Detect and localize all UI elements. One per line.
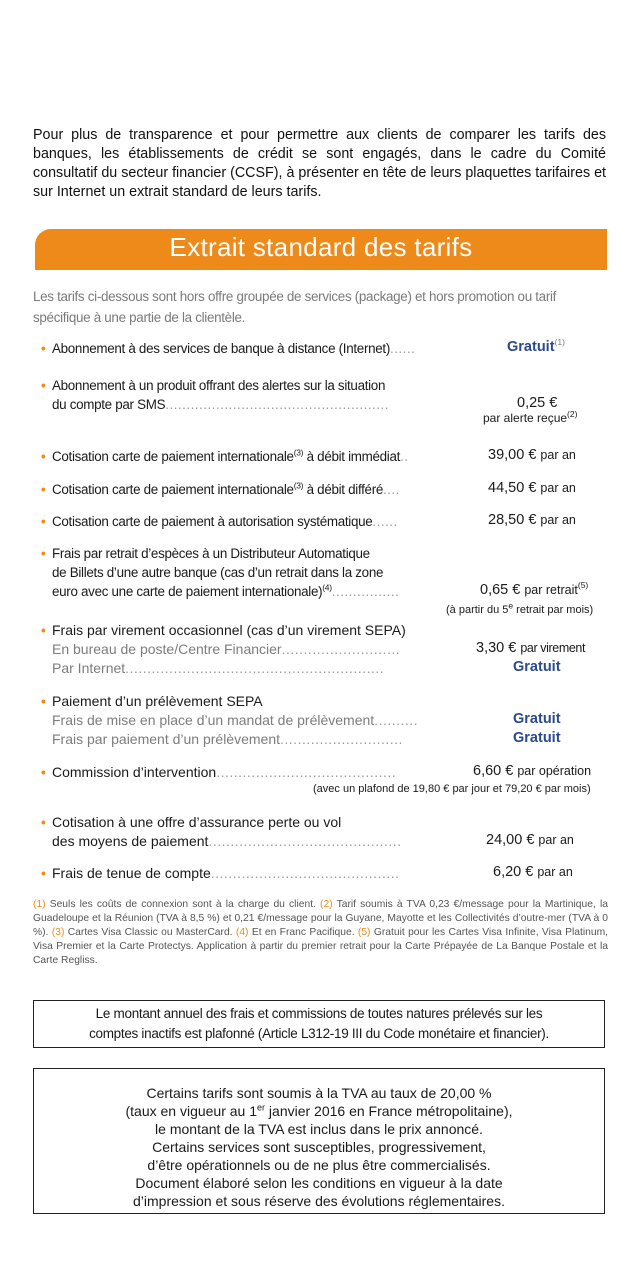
footnotes xyxy=(33,898,608,968)
price-card-deferred xyxy=(488,480,576,496)
item-label-line2: des moyens de paiement xyxy=(52,833,209,849)
notice-line xyxy=(34,1102,604,1120)
price-insurance xyxy=(486,832,574,848)
unit-label: par an xyxy=(537,865,573,879)
footnote-ref: (5) xyxy=(577,580,589,591)
leader-dots: .... xyxy=(383,482,400,497)
banner-title: Extrait standard des tarifs xyxy=(169,232,473,262)
inactive-accounts-notice xyxy=(33,1000,605,1048)
tariff-item-insurance xyxy=(41,813,402,851)
notice-line: Document élaboré selon les conditions en vigueur à la date xyxy=(135,1175,503,1191)
tariff-item-transfer xyxy=(41,621,406,678)
item-sublabel: Frais par paiement d’un prélèvement xyxy=(52,731,281,747)
tariff-item-banking-online xyxy=(41,339,416,358)
notice-line: Certains tarifs sont soumis à la TVA au taux de 20,00 % xyxy=(146,1085,492,1101)
footnote-number: (4) xyxy=(235,927,249,938)
item-label: Commission d’intervention xyxy=(52,764,217,780)
note-sup: e xyxy=(508,600,514,611)
tariff-item-card-immediate xyxy=(41,447,409,466)
note-intervention: (avec un plafond de 19,80 € par jour et 79,20 € par mois) xyxy=(313,783,591,795)
item-title: Paiement d’un prélèvement SEPA xyxy=(52,693,263,709)
price-value: 6,60 € xyxy=(473,763,514,779)
bullet-icon: • xyxy=(41,341,46,356)
price-mandate-setup: Gratuit xyxy=(513,711,561,727)
price-atm-withdrawal xyxy=(480,582,588,598)
tariff-item-intervention xyxy=(41,763,397,782)
price-debit-payment: Gratuit xyxy=(513,730,561,746)
tariff-item-direct-debit xyxy=(41,692,419,749)
footnote-ref: (2) xyxy=(567,409,578,419)
bullet-icon: • xyxy=(41,449,46,464)
notice-line: comptes inactifs est plafonné (Article L312-19 III du Code monétaire et financier). xyxy=(89,1026,549,1041)
item-label-suffix: à débit immédiat xyxy=(303,449,401,464)
item-label-line1: Frais par retrait d’espèces à un Distributeur Automatique xyxy=(52,546,370,561)
bullet-icon: • xyxy=(41,514,46,529)
item-label-line3: euro avec une carte de paiement internationale) xyxy=(52,584,323,599)
footnote-ref: (4) xyxy=(322,582,332,593)
item-label-line2: du compte par SMS xyxy=(52,397,166,412)
unit-label: par an xyxy=(540,513,576,527)
price-intervention xyxy=(473,763,591,779)
price-value: 39,00 € xyxy=(488,447,537,463)
leader-dots: ...... xyxy=(372,514,398,529)
leader-dots: ................ xyxy=(331,584,400,599)
item-label: Cotisation carte de paiement internationale xyxy=(52,482,294,497)
bullet-icon: • xyxy=(41,865,46,881)
leader-dots: ............................................ xyxy=(208,833,402,849)
item-sublabel: Par Internet xyxy=(52,660,126,676)
item-label-line1: Cotisation à une offre d’assurance perte ou vol xyxy=(52,814,342,830)
footnote-text: Seuls les coûts de connexion sont à la charge du client. xyxy=(45,899,321,910)
price-account-fees xyxy=(493,864,573,880)
bullet-icon: • xyxy=(41,482,46,497)
bullet-icon: • xyxy=(41,622,46,638)
tariff-item-card-deferred xyxy=(41,480,400,499)
item-title: Frais par virement occasionnel (cas d’un virement SEPA) xyxy=(52,622,406,638)
item-label: Frais de tenue de compte xyxy=(52,865,211,881)
leader-dots: .. xyxy=(400,449,409,464)
unit-label: par retrait xyxy=(524,583,578,597)
vat-notice xyxy=(33,1068,605,1214)
price-value: 24,00 € xyxy=(486,832,535,848)
price-sms-alerts: 0,25 € xyxy=(517,395,558,411)
section-banner xyxy=(35,229,607,270)
tariff-item-card-systematic xyxy=(41,512,398,531)
leader-dots: ..................................................... xyxy=(165,397,389,412)
price-transfer-internet: Gratuit xyxy=(513,659,561,675)
bullet-icon: • xyxy=(41,764,46,780)
item-label-line2: de Billets d’une autre banque (cas d’un retrait dans la zone xyxy=(52,565,384,580)
item-label: Abonnement à des services de banque à distance (Internet) xyxy=(52,341,390,356)
notice-line: le montant de la TVA est inclus dans le prix annoncé. xyxy=(155,1121,483,1137)
note-text-end: retrait par mois) xyxy=(513,604,594,616)
price-value: 0,65 € xyxy=(480,582,521,598)
item-label: Cotisation carte de paiement à autorisation systématique xyxy=(52,514,373,529)
leader-dots: .......... xyxy=(374,712,419,728)
intro-paragraph: Pour plus de transparence et pour permettre aux clients de comparer les tarifs des banques, les établissements de crédit se sont engagés, dans le cadre du Comité consultatif du secteur financier (CCSF), à présenter en tête de leurs plaquettes tarifaires et sur Internet un extrait standard de leurs tarifs. xyxy=(33,127,606,200)
bullet-icon: • xyxy=(41,378,46,393)
notice-sup: er xyxy=(257,1102,266,1113)
notice-line: Le montant annuel des frais et commissions de toutes natures prélevés sur les xyxy=(95,1006,543,1021)
footnote-text: Tarif soumis à TVA 0,23 €/message pour la Martinique, la Guadeloupe et la Réunion (TVA à 8,5 %) et 0,21 €/message pour la Guyane, Mayotte et les Collectivités d’outre-mer (TVA à 0 %). xyxy=(33,899,608,938)
footnote-text: Cartes Visa Classic ou MasterCard. xyxy=(64,927,236,938)
lead-text: Les tarifs ci-dessous sont hors offre groupée de services (package) et hors promotion ou tarif spécifique à une partie de la clientèle. xyxy=(33,289,557,325)
unit-label: par virement xyxy=(520,641,586,655)
leader-dots: ......................................... xyxy=(216,764,397,780)
price-value: 28,50 € xyxy=(488,512,537,528)
leader-dots: ...... xyxy=(389,341,416,356)
notice-line: Certains services sont susceptibles, progressivement, xyxy=(152,1139,486,1155)
unit-label: par opération xyxy=(517,764,592,778)
note-atm-withdrawal xyxy=(446,600,594,616)
footnote-number: (3) xyxy=(51,927,65,938)
price-value: Gratuit xyxy=(507,339,555,355)
price-card-immediate xyxy=(488,447,576,463)
bullet-icon: • xyxy=(41,693,46,709)
item-sublabel: Frais de mise en place d’un mandat de prélèvement xyxy=(52,712,375,728)
unit-label: par an xyxy=(538,833,574,847)
bullet-icon: • xyxy=(41,814,46,830)
leader-dots: ........................................................... xyxy=(125,660,385,676)
tariff-item-sms-alerts xyxy=(41,376,389,414)
item-label: Cotisation carte de paiement internationale xyxy=(52,449,294,464)
tariff-item-account-fees xyxy=(41,864,400,883)
tariff-item-atm-withdrawal xyxy=(41,544,400,601)
price-sms-alerts-unit xyxy=(483,411,577,425)
footnote-text: Gratuit pour les Cartes Visa Infinite, Visa Platinum, Visa Premier et la Carte Protectys. Application à partir du premier retrait pour la Carte Prépayée de La Banque Postale et la Carte Regliss. xyxy=(33,927,609,966)
footnote-text: Et en Franc Pacifique. xyxy=(248,927,358,938)
notice-text: (taux en vigueur au 1 xyxy=(125,1103,258,1119)
footnote-number: (2) xyxy=(320,899,333,910)
notice-line: d’être opérationnels ou de ne plus être commercialisés. xyxy=(147,1157,491,1173)
unit-label: par alerte reçue xyxy=(483,411,568,425)
price-value: 6,20 € xyxy=(493,864,534,880)
item-label-suffix: à débit différé xyxy=(303,482,384,497)
notice-line: d’impression et sous réserve des évolutions réglementaires. xyxy=(133,1193,505,1209)
footnote-ref: (3) xyxy=(293,447,304,458)
footnote-number: (5) xyxy=(357,927,371,938)
unit-label: par an xyxy=(540,481,576,495)
price-value: 3,30 € xyxy=(476,640,517,656)
item-sublabel: En bureau de poste/Centre Financier xyxy=(52,641,282,657)
leader-dots: ........................................... xyxy=(210,865,400,881)
footnote-ref: (1) xyxy=(554,337,565,348)
price-banking-online xyxy=(507,339,565,355)
price-value: 44,50 € xyxy=(488,480,537,496)
notice-text-end: janvier 2016 en France métropolitaine), xyxy=(265,1103,513,1119)
leader-dots: ........................... xyxy=(281,641,401,657)
note-text: (à partir du 5 xyxy=(446,604,509,616)
unit-label: par an xyxy=(540,448,576,462)
price-card-systematic xyxy=(488,512,576,528)
bullet-icon: • xyxy=(41,546,46,561)
footnote-ref: (3) xyxy=(293,480,304,491)
price-transfer-office xyxy=(476,640,585,656)
footnote-number: (1) xyxy=(33,899,46,910)
leader-dots: ............................ xyxy=(280,731,403,747)
item-label-line1: Abonnement à un produit offrant des alertes sur la situation xyxy=(52,378,386,393)
